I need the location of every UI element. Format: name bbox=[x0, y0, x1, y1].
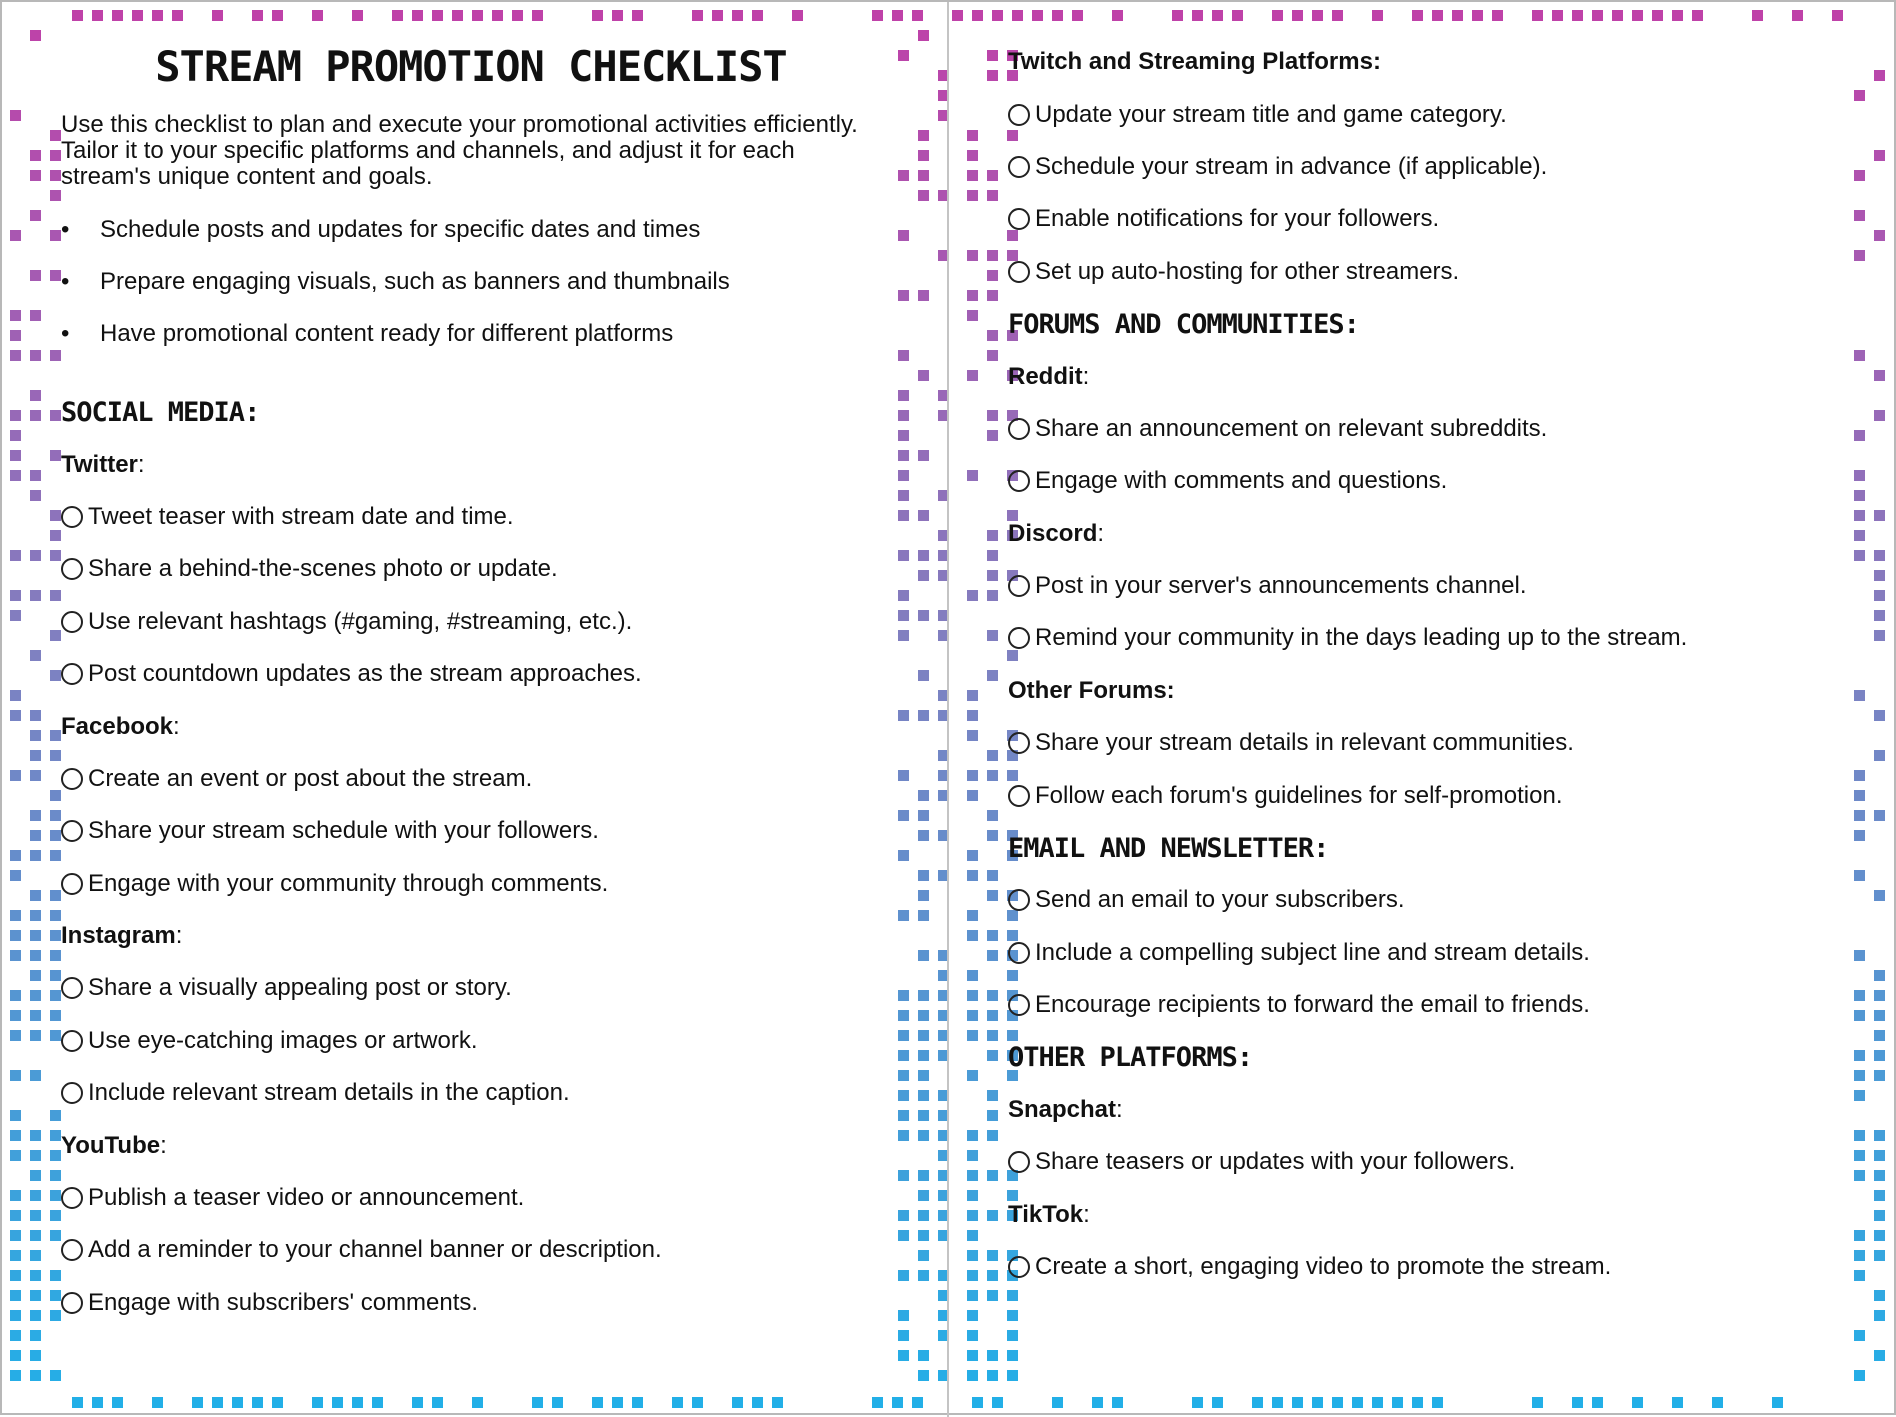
subgroup-heading-twitter: Twitter : bbox=[61, 450, 145, 478]
subgroup-heading-facebook: Facebook : bbox=[61, 712, 180, 740]
bullet-text: Have promotional content ready for different platforms bbox=[100, 320, 674, 347]
checklist-item[interactable] bbox=[61, 648, 881, 700]
empty-circle-icon[interactable] bbox=[61, 768, 83, 790]
empty-circle-icon[interactable] bbox=[1008, 1151, 1030, 1173]
subgroup-heading-instagram: Instagram : bbox=[61, 922, 183, 950]
empty-circle-icon[interactable] bbox=[61, 873, 83, 895]
checklist-item[interactable] bbox=[61, 1277, 881, 1329]
checklist-item-text: Engage with your community through comments. bbox=[88, 869, 609, 897]
checklist-item[interactable] bbox=[61, 1015, 881, 1067]
checklist-item[interactable] bbox=[61, 491, 881, 543]
checklist-item[interactable] bbox=[1008, 874, 1848, 926]
checklist-item[interactable] bbox=[1008, 979, 1848, 1031]
checklist-item-text: Follow each forum's guidelines for self-promotion. bbox=[1035, 781, 1563, 809]
right-checklist bbox=[1008, 36, 1848, 1293]
checklist-item[interactable] bbox=[61, 858, 881, 910]
subgroup-heading-youtube: YouTube : bbox=[61, 1131, 167, 1159]
empty-circle-icon[interactable] bbox=[1008, 104, 1030, 126]
checklist-item[interactable] bbox=[1008, 717, 1848, 769]
section-heading: SOCIAL MEDIA: bbox=[61, 396, 260, 428]
checklist-item-text: Use relevant hashtags (#gaming, #streaming, etc.). bbox=[88, 607, 633, 635]
subgroup-heading-tiktok: TikTok : bbox=[1008, 1200, 1090, 1228]
empty-circle-icon[interactable] bbox=[1008, 208, 1030, 230]
empty-circle-icon[interactable] bbox=[61, 1187, 83, 1209]
checklist-item-text: Create a short, engaging video to promote the stream. bbox=[1035, 1253, 1612, 1281]
checklist-item-text: Tweet teaser with stream date and time. bbox=[88, 502, 514, 530]
checklist-item-text: Encourage recipients to forward the email to friends. bbox=[1035, 991, 1590, 1019]
checklist-item-text: Post in your server's announcements channel. bbox=[1035, 572, 1527, 600]
checklist-item-text: Add a reminder to your channel banner or description. bbox=[88, 1236, 662, 1264]
checklist-item[interactable] bbox=[1008, 612, 1848, 664]
bullet-text: Prepare engaging visuals, such as banners and thumbnails bbox=[100, 268, 730, 295]
checklist-item[interactable] bbox=[61, 1172, 881, 1224]
checklist-item[interactable] bbox=[1008, 560, 1848, 612]
checklist-item-text: Remind your community in the days leading up to the stream. bbox=[1035, 624, 1688, 652]
empty-circle-icon[interactable] bbox=[1008, 156, 1030, 178]
checklist-item[interactable] bbox=[1008, 455, 1848, 507]
checklist-item-text: Send an email to your subscribers. bbox=[1035, 886, 1405, 914]
checklist-item-text: Enable notifications for your followers. bbox=[1035, 205, 1440, 233]
intro-paragraph: Use this checklist to plan and execute your promotional activities efficiently. Tailor it to your specific platforms and channels, and adjust it for each stream's unique content and goals. bbox=[61, 111, 858, 190]
bullet-text: Schedule posts and updates for specific dates and times bbox=[100, 216, 701, 243]
empty-circle-icon[interactable] bbox=[61, 506, 83, 528]
checklist-item-text: Share an announcement on relevant subreddits. bbox=[1035, 414, 1548, 442]
empty-circle-icon[interactable] bbox=[61, 1082, 83, 1104]
checklist-item-text: Set up auto-hosting for other streamers. bbox=[1035, 257, 1460, 285]
empty-circle-icon[interactable] bbox=[61, 977, 83, 999]
subgroup-heading-discord: Discord : bbox=[1008, 519, 1105, 547]
checklist-item-text: Update your stream title and game category. bbox=[1035, 100, 1507, 128]
checklist-item[interactable] bbox=[1008, 1136, 1848, 1188]
left-checklist bbox=[61, 386, 881, 1329]
checklist-item[interactable] bbox=[61, 1224, 881, 1276]
checklist-item[interactable] bbox=[1008, 927, 1848, 979]
empty-circle-icon[interactable] bbox=[1008, 732, 1030, 754]
checklist-item[interactable] bbox=[61, 805, 881, 857]
checklist-item[interactable] bbox=[1008, 1241, 1848, 1293]
checklist-item-text: Share your stream details in relevant communities. bbox=[1035, 729, 1574, 757]
checklist-item[interactable] bbox=[1008, 193, 1848, 245]
checklist-item-text: Share your stream schedule with your followers. bbox=[88, 817, 599, 845]
checklist-item-text: Share a visually appealing post or story. bbox=[88, 974, 512, 1002]
bullet-item bbox=[61, 316, 881, 368]
subgroup-heading-other-forums: Other Forums: bbox=[1008, 676, 1175, 704]
empty-circle-icon[interactable] bbox=[61, 558, 83, 580]
checklist-item-text: Engage with comments and questions. bbox=[1035, 467, 1448, 495]
empty-circle-icon[interactable] bbox=[61, 663, 83, 685]
section-heading: EMAIL AND NEWSLETTER: bbox=[1008, 832, 1329, 864]
checklist-item[interactable] bbox=[61, 962, 881, 1014]
checklist-item[interactable] bbox=[1008, 246, 1848, 298]
empty-circle-icon[interactable] bbox=[61, 1239, 83, 1261]
checklist-item-text: Schedule your stream in advance (if applicable). bbox=[1035, 152, 1548, 180]
checklist-item-text: Create an event or post about the stream. bbox=[88, 764, 533, 792]
subgroup-heading-twitch-and-streaming-platforms: Twitch and Streaming Platforms: bbox=[1008, 48, 1381, 76]
checklist-item[interactable] bbox=[61, 753, 881, 805]
section-heading: OTHER PLATFORMS: bbox=[1008, 1042, 1253, 1074]
checklist-item-text: Publish a teaser video or announcement. bbox=[88, 1184, 525, 1212]
empty-circle-icon[interactable] bbox=[1008, 261, 1030, 283]
tips-bullet-list bbox=[61, 212, 881, 368]
page-title: STREAM PROMOTION CHECKLIST bbox=[155, 42, 787, 91]
column-divider bbox=[947, 2, 949, 1417]
empty-circle-icon[interactable] bbox=[1008, 418, 1030, 440]
section-heading: FORUMS AND COMMUNITIES: bbox=[1008, 308, 1359, 340]
checklist-item-text: Include a compelling subject line and stream details. bbox=[1035, 938, 1590, 966]
checklist-item[interactable] bbox=[1008, 769, 1848, 821]
checklist-item-text: Engage with subscribers' comments. bbox=[88, 1288, 479, 1316]
empty-circle-icon[interactable] bbox=[1008, 1256, 1030, 1278]
checklist-item-text: Post countdown updates as the stream approaches. bbox=[88, 660, 642, 688]
empty-circle-icon[interactable] bbox=[61, 1292, 83, 1314]
empty-circle-icon[interactable] bbox=[1008, 994, 1030, 1016]
checklist-item[interactable] bbox=[61, 1067, 881, 1119]
empty-circle-icon[interactable] bbox=[1008, 627, 1030, 649]
checklist-item[interactable] bbox=[61, 596, 881, 648]
checklist-item[interactable] bbox=[1008, 88, 1848, 140]
subgroup-heading-snapchat: Snapchat : bbox=[1008, 1096, 1123, 1123]
empty-circle-icon[interactable] bbox=[1008, 470, 1030, 492]
empty-circle-icon[interactable] bbox=[61, 820, 83, 842]
checklist-item-text: Include relevant stream details in the caption. bbox=[88, 1079, 570, 1107]
empty-circle-icon[interactable] bbox=[1008, 942, 1030, 964]
checklist-item[interactable] bbox=[1008, 141, 1848, 193]
bullet-dot-icon: • bbox=[61, 268, 70, 295]
empty-circle-icon[interactable] bbox=[61, 611, 83, 633]
subgroup-heading-reddit: Reddit : bbox=[1008, 362, 1090, 390]
empty-circle-icon[interactable] bbox=[61, 1030, 83, 1052]
checklist-item-text: Share teasers or updates with your followers. bbox=[1035, 1148, 1516, 1176]
bullet-dot-icon: • bbox=[61, 216, 70, 243]
bullet-item bbox=[61, 264, 881, 316]
empty-circle-icon[interactable] bbox=[1008, 785, 1030, 807]
bullet-item bbox=[61, 212, 881, 264]
checklist-item-text: Use eye-catching images or artwork. bbox=[88, 1026, 478, 1054]
empty-circle-icon[interactable] bbox=[1008, 575, 1030, 597]
checklist-item[interactable] bbox=[1008, 403, 1848, 455]
checklist-item[interactable] bbox=[61, 543, 881, 595]
bullet-dot-icon: • bbox=[61, 320, 70, 347]
empty-circle-icon[interactable] bbox=[1008, 889, 1030, 911]
checklist-item-text: Share a behind-the-scenes photo or update. bbox=[88, 555, 558, 583]
